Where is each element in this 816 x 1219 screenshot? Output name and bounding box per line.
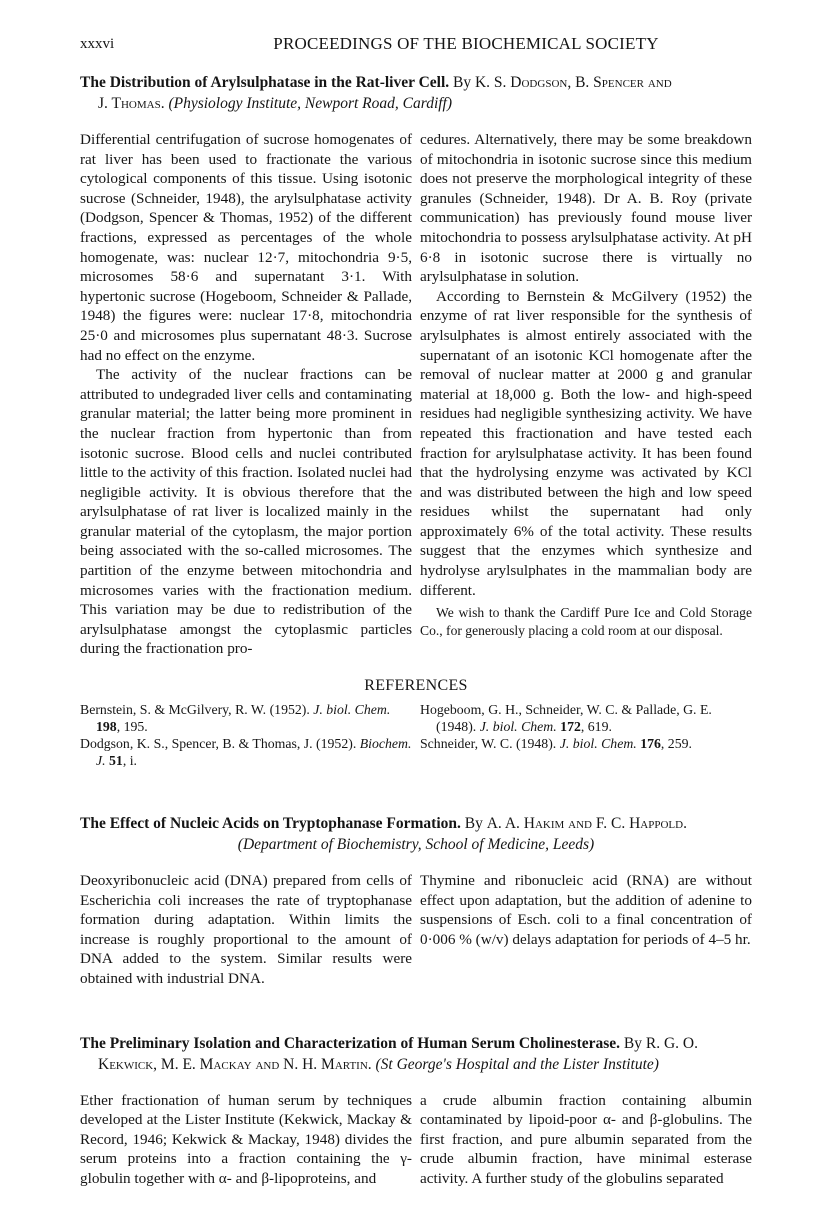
ref-authors: Bernstein, S. & McGilvery, R. W. (1952). [80,702,310,718]
reference-item [420,701,752,735]
paragraph: According to Bernstein & McGilvery (1952) the enzyme of rat liver responsible for the synthesis of arylsulphates is almost entirely associated with the supernatant of an isotonic KCl homogenate after the removal of nuclear matter at 2000 g and granular material at 18,000 g. Both the low- and high-speed residues had negligible synthesizing activity. We have repeated this fractionation and have tested each fraction for arylsulphatase activity. It has been found that the hydrolysing enzyme was activated by KCl and was distributed between the high and low speed residues whilst the supernatant had only approximately 6% of the total activity. These results suggest that the enzymes which synthesize and hydrolyse arylsulphates in the mammalian body are different. [420,287,752,599]
article1-heading [80,72,752,114]
article2-body [80,871,752,989]
ref-authors: Dodgson, K. S., Spencer, B. & Thomas, J. (1952). [80,736,357,752]
article3-right-column [420,1091,752,1189]
running-head [80,34,752,58]
article3-authors-cont: Kekwick, M. E. Mackay and N. H. Martin. [98,1055,372,1073]
by-label: By [623,1034,643,1052]
article3-authors: R. G. O. [645,1034,698,1052]
article1-right-column [420,130,752,640]
article2-heading [80,813,752,855]
reference-item [420,735,752,752]
references-heading: REFERENCES [364,677,468,695]
article2-title: The Effect of Nucleic Acids on Tryptophanase Formation. [80,815,461,833]
paragraph: cedures. Alternatively, there may be some breakdown of mitochondria in isotonic sucrose since this medium does not preserve the morphological integrity of these granules (Schneider, 1948). Dr A. B. Roy (private communication) has previously found mouse liver mitochondria to possess arylsulphatase activity. At pH 6·8 in isotonic sucrose there is virtually no arylsulphatase in solution. [420,131,752,286]
page-number: xxxvi [80,36,115,52]
article1-left-column [80,130,412,659]
paragraph: Thymine and ribonucleic acid (RNA) are without effect upon adaptation, but the addition of adenine to suspensions of Esch. coli to a final concentration of 0·006 % (w/v) delays adaptation for periods of 4–5 hr. [420,872,752,948]
ref-authors: Hogeboom, G. H., Schneider, W. C. & Pallade, G. E. (1948). [420,702,712,735]
reference-item [80,735,412,769]
ref-volume: 172 [560,719,581,735]
article1-body [80,130,752,659]
paragraph: The activity of the nuclear fractions can be attributed to undegraded liver cells and contaminating granular material; the latter being more prominent in the nuclear fraction from hypertonic than from isotonic sucrose. Blood cells and nuclei contributed little to the activity of this fraction. Isolated nuclei had negligible activity. It is obvious therefore that the arylsulphatase of rat liver is localized mainly in the granular material of the cytoplasm, the major portion being associated with the so-called microsomes. The partition of the enzyme between mitochondria and microsomes varies with the fractionation medium. This variation may be due to redistribution of the arylsulphatase amongst the cytoplasmic particles during the fractionation pro- [80,366,412,658]
by-label: By [453,74,472,91]
ref-journal: J. biol. Chem. [479,719,557,735]
article2-affiliation: (Department of Biochemistry, School of Medicine, Leeds) [237,836,595,854]
article3-heading [80,1033,752,1075]
article1-authors-cont: J. Thomas. [98,95,165,112]
article1-title: The Distribution of Arylsulphatase in the Rat-liver Cell. [80,74,450,91]
article2-right-column [420,871,752,949]
references-left [80,701,412,769]
article1-authors: K. S. Dodgson, B. Spencer and [474,74,672,91]
ref-pages: , 195. [116,719,148,735]
ref-volume: 51 [109,753,123,769]
article1-affiliation: (Physiology Institute, Newport Road, Cardiff) [168,95,453,112]
ref-pages: , i. [122,753,138,769]
ref-journal: J. biol. Chem. [559,736,637,752]
paragraph: Differential centrifugation of sucrose homogenates of rat liver has been used to fractionate the various cytological components of this tissue. Using isotonic sucrose (Schneider, 1948), the arylsulphatase activity (Dodgson, Spencer & Thomas, 1952) of the different fractions, expressed as percentages of the whole homogenate, was: nuclear 12·7, mitochondria 9·5, microsomes 58·6 and supernatant 3·1. With hypertonic sucrose (Hogeboom, Schneider & Pallade, 1948) the figures were: nuclear 17·8, mitochondria 25·0 and microsomes plus supernatant 48·3. Sucrose had no effect on the enzyme. [80,131,412,364]
reference-item [80,701,412,735]
references [80,701,752,769]
ref-pages: , 619. [580,719,612,735]
acknowledgement: We wish to thank the Cardiff Pure Ice and Cold Storage Co., for generously placing a cold room at our disposal. [420,605,752,639]
ref-journal: Biochem. J. [96,736,412,769]
paragraph: Deoxyribonucleic acid (DNA) prepared from cells of Escherichia coli increases the rate of tryptophanase formation during adaptation. Within limits the increase is roughly proportional to the amount of DNA added to the system. Similar results were obtained with industrial DNA. [80,872,412,987]
journal-title: PROCEEDINGS OF THE BIOCHEMICAL SOCIETY [273,34,659,53]
article3-body [80,1091,752,1189]
ref-pages: , 259. [660,736,692,752]
article3-affiliation: (St George's Hospital and the Lister Institute) [375,1055,659,1073]
ref-volume: 198 [96,719,117,735]
article2-authors: A. A. Hakim and F. C. Happold. [486,815,687,833]
paragraph: a crude albumin fraction containing albumin contaminated by lipoid-poor α- and β-globulins. The first fraction, and pure albumin separated from the crude albumin fraction, have minimal esterase activity. A further study of the globulins separated [420,1091,752,1187]
by-label: By [464,815,483,833]
ref-journal: J. biol. Chem. [313,702,391,718]
ref-volume: 176 [640,736,661,752]
article3-left-column [80,1091,412,1189]
ref-authors: Schneider, W. C. (1948). [420,736,557,752]
paragraph: Ether fractionation of human serum by techniques developed at the Lister Institute (Kekwick, Mackay & Record, 1946; Kekwick & Mackay, 1948) divides the serum proteins into a fraction containing the γ-globulin together with α- and β-lipoproteins, and [80,1091,412,1187]
article3-title: The Preliminary Isolation and Characterization of Human Serum Cholinesterase. [80,1034,621,1052]
article2-left-column [80,871,412,989]
references-right [420,701,752,752]
